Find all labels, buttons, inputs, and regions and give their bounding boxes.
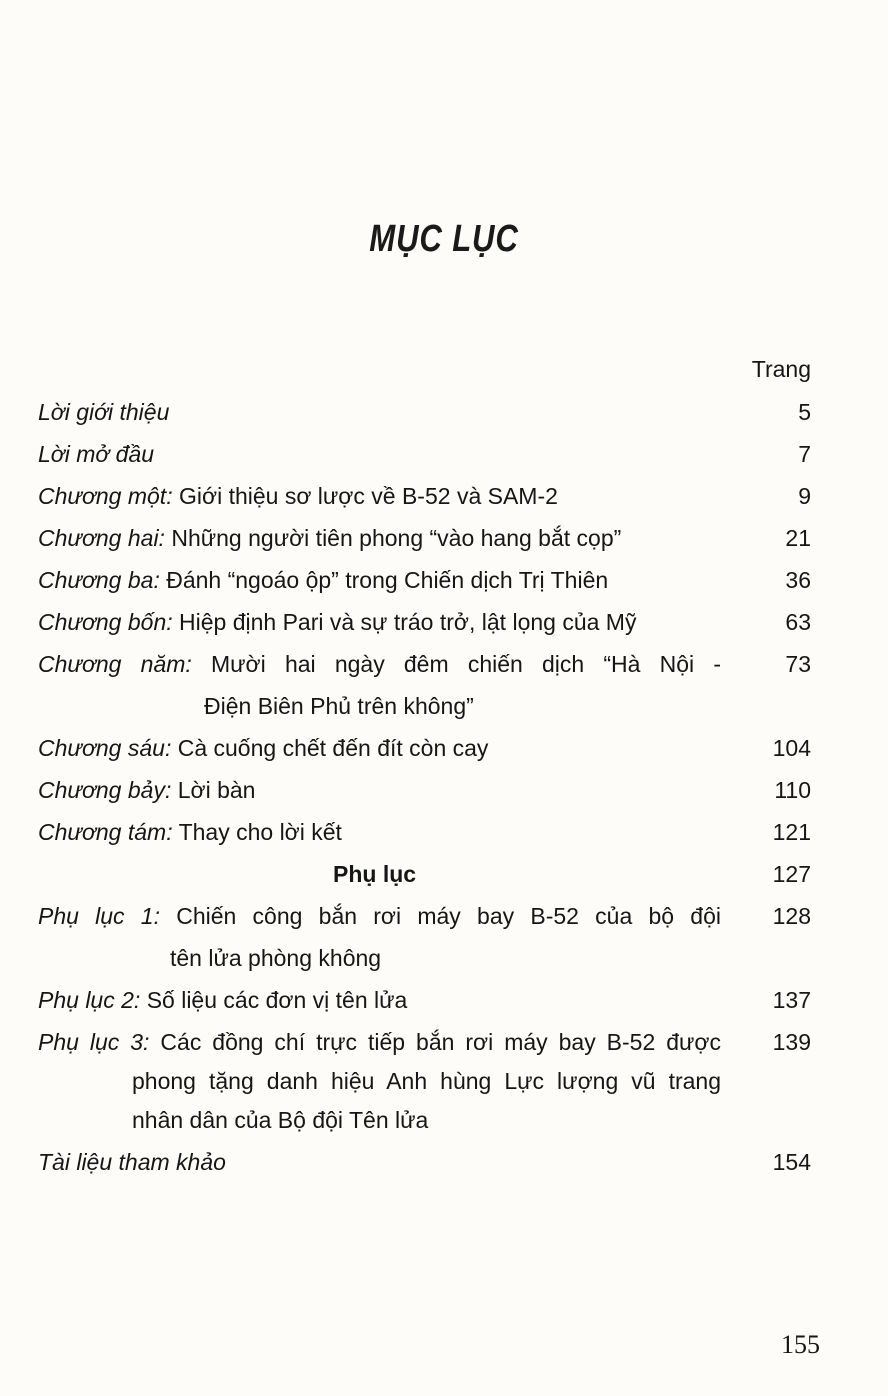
entry-page: 128: [772, 903, 811, 929]
entry-label: Chương ba:: [38, 567, 160, 593]
entry-title-continuation: nhân dân của Bộ đội Tên lửa: [132, 1107, 429, 1133]
entry-page: 5: [798, 399, 811, 425]
toc-entry[interactable]: [0, 643, 888, 727]
entry-label: Lời giới thiệu: [38, 399, 170, 425]
entry-page: 104: [772, 735, 811, 761]
entry-page: 63: [785, 609, 811, 635]
toc-entry[interactable]: [0, 601, 888, 643]
entry-label: Chương hai:: [38, 525, 165, 551]
page-column-header: Trang: [751, 356, 811, 382]
entry-title: Mười hai ngày đêm chiến dịch “Hà Nội -: [211, 651, 721, 677]
page-number: 155: [781, 1330, 820, 1359]
entry-label: Phụ lục 1:: [38, 903, 160, 929]
entry-label: Chương sáu:: [38, 735, 172, 761]
entry-title: Các đồng chí trực tiếp bắn rơi máy bay B-52 được: [160, 1029, 721, 1055]
entry-label: Tài liệu tham khảo: [38, 1149, 226, 1175]
toc-entry[interactable]: [0, 559, 888, 601]
entry-title-continuation: phong tặng danh hiệu Anh hùng Lực lượng vũ trang: [132, 1068, 721, 1094]
entry-page: 137: [772, 987, 811, 1013]
page-title: MỤC LỤC: [369, 218, 519, 260]
entry-page: 7: [798, 441, 811, 467]
entry-title: Lời bàn: [177, 777, 256, 803]
entry-label: Chương một:: [38, 483, 173, 509]
entry-title-continuation: Điện Biên Phủ trên không”: [204, 693, 474, 719]
toc-entry[interactable]: [0, 895, 888, 979]
entry-page: 36: [785, 567, 811, 593]
entry-label: Chương bốn:: [38, 609, 173, 635]
toc-entry[interactable]: [0, 433, 888, 475]
entry-title: Hiệp định Pari và sự tráo trở, lật lọng của Mỹ: [179, 609, 637, 635]
toc-entry[interactable]: [0, 475, 888, 517]
entry-label: Lời mở đầu: [38, 441, 155, 467]
toc-entry[interactable]: [0, 517, 888, 559]
entry-page: 110: [774, 777, 811, 803]
entry-label: Chương tám:: [38, 819, 173, 845]
toc-entry[interactable]: [0, 1021, 888, 1141]
entry-page: 127: [772, 861, 811, 887]
appendix-heading-row[interactable]: [0, 853, 888, 895]
entry-title: Những người tiên phong “vào hang bắt cọp”: [171, 525, 622, 551]
entry-title-continuation: tên lửa phòng không: [170, 945, 382, 971]
entry-page: 121: [772, 819, 811, 845]
entry-label: Chương bảy:: [38, 777, 172, 803]
toc-entry[interactable]: [0, 391, 888, 433]
toc-entry[interactable]: [0, 727, 888, 769]
entry-page: 21: [785, 525, 811, 551]
entry-label: Chương năm:: [38, 651, 192, 677]
table-of-contents: [0, 391, 888, 1183]
entry-title: Đánh “ngoáo ộp” trong Chiến dịch Trị Thiên: [166, 567, 609, 593]
toc-entry[interactable]: [0, 769, 888, 811]
entry-title: Số liệu các đơn vị tên lửa: [146, 987, 408, 1013]
entry-title: Thay cho lời kết: [178, 819, 342, 845]
entry-title: Giới thiệu sơ lược về B-52 và SAM-2: [178, 483, 558, 509]
entry-page: 139: [772, 1029, 811, 1055]
entry-label: Phụ lục 2:: [38, 987, 141, 1013]
entry-page: 73: [785, 651, 811, 677]
toc-entry[interactable]: [0, 811, 888, 853]
toc-entry[interactable]: [0, 1141, 888, 1183]
entry-page: 154: [772, 1149, 811, 1175]
entry-title: Chiến công bắn rơi máy bay B-52 của bộ đội: [176, 903, 721, 929]
entry-title: Cà cuống chết đến đít còn cay: [177, 735, 489, 761]
entry-label: Phụ lục 3:: [38, 1029, 150, 1055]
appendix-heading: Phụ lục: [333, 861, 417, 887]
toc-entry[interactable]: [0, 979, 888, 1021]
entry-page: 9: [798, 483, 811, 509]
